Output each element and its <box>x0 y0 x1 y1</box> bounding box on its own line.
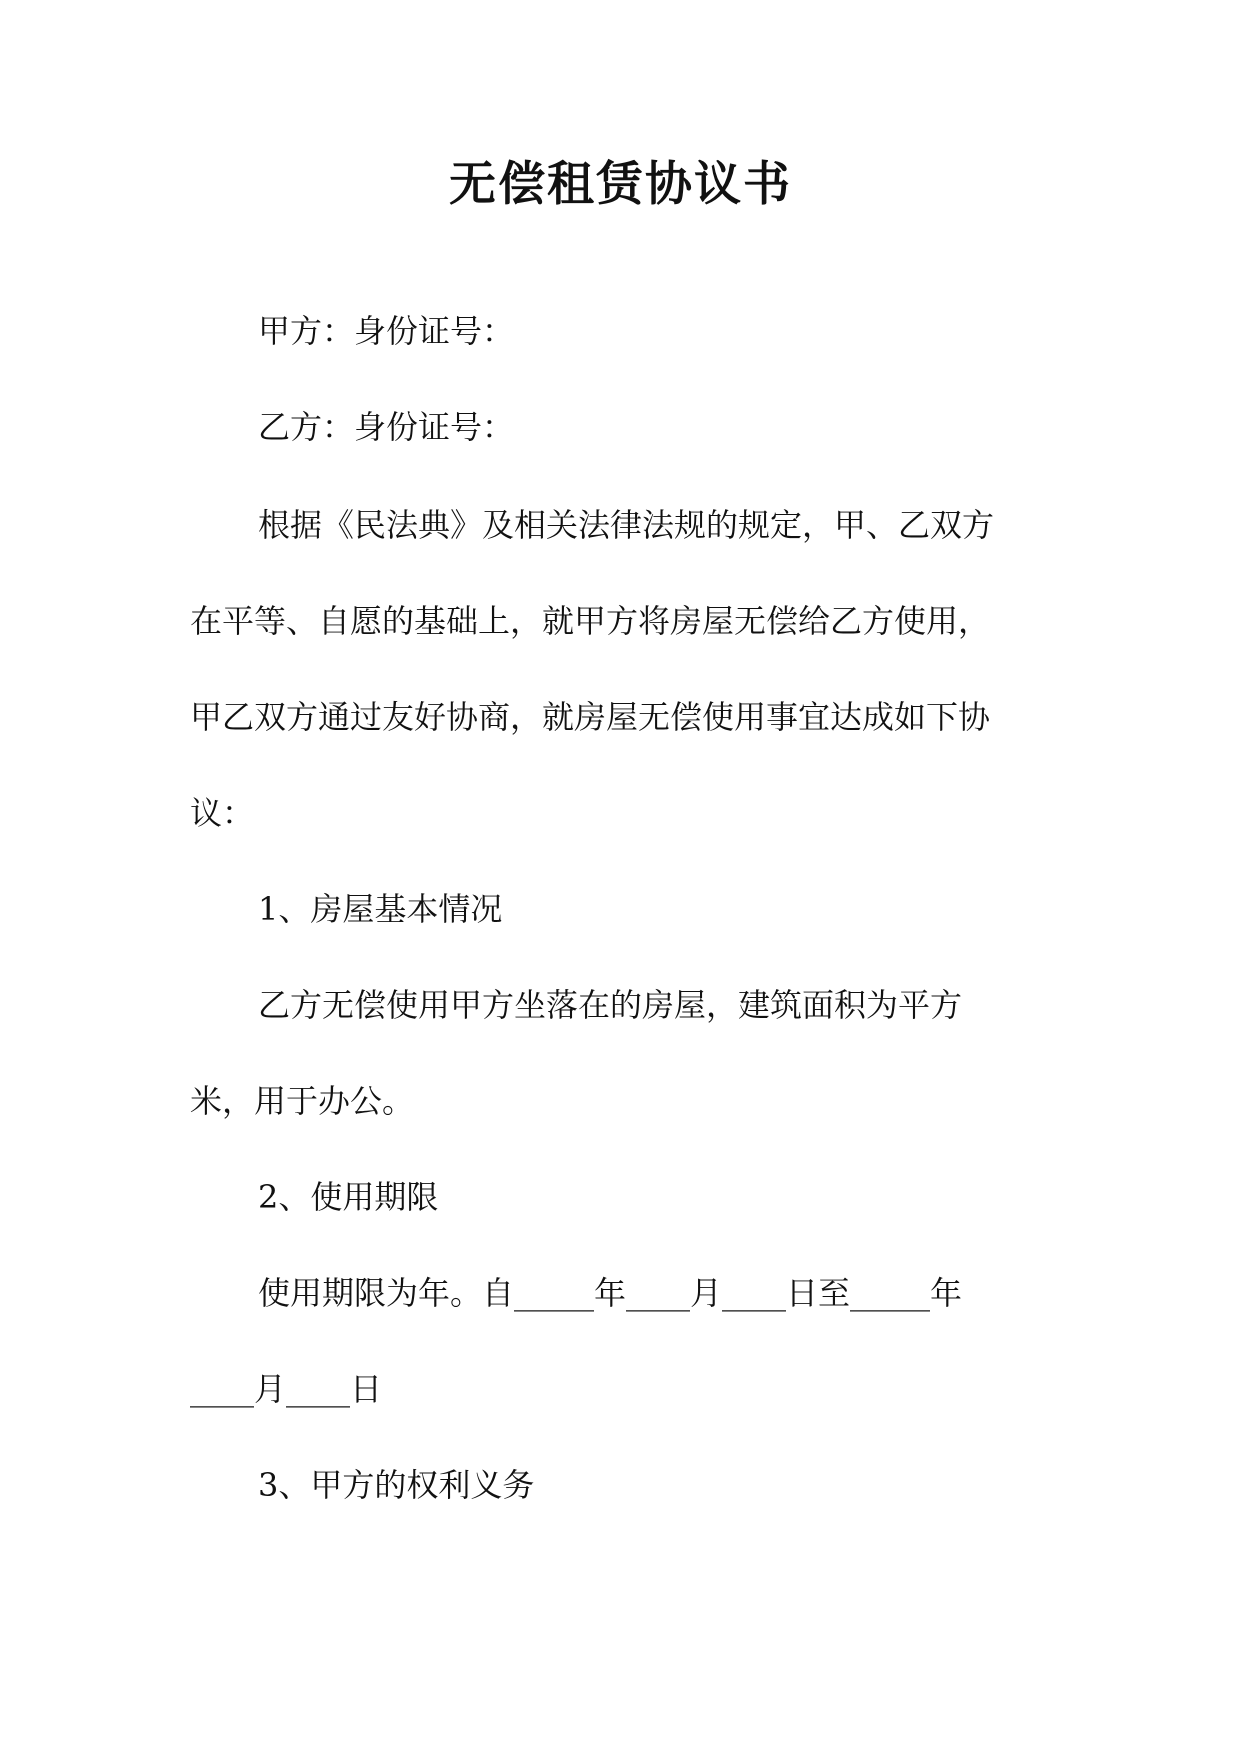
document-title: 无偿租赁协议书 <box>449 157 792 212</box>
section-3-heading: 3、甲方的权利义务 <box>258 1466 535 1504</box>
party-b-line: 乙方：身份证号： <box>258 408 515 446</box>
section-1-text-line-2: 米，用于办公。 <box>190 1082 415 1120</box>
preamble-line-2: 在平等、自愿的基础上，就甲方将房屋无偿给乙方使用， <box>190 602 991 640</box>
section-2-text-line-1: 使用期限为年。自_____年____月____日至_____年 <box>258 1274 963 1312</box>
preamble-line-3: 甲乙双方通过友好协商，就房屋无偿使用事宜达成如下协 <box>190 698 991 736</box>
preamble-line-1: 根据《民法典》及相关法律法规的规定，甲、乙双方 <box>258 506 995 544</box>
party-a-line: 甲方：身份证号： <box>258 312 515 350</box>
preamble-line-4: 议： <box>190 794 255 832</box>
section-2-text-line-2: ____月____日 <box>190 1370 383 1408</box>
section-1-heading: 1、房屋基本情况 <box>258 890 503 928</box>
section-1-text-line-1: 乙方无偿使用甲方坐落在的房屋，建筑面积为平方 <box>258 986 963 1024</box>
section-2-heading: 2、使用期限 <box>258 1178 439 1216</box>
